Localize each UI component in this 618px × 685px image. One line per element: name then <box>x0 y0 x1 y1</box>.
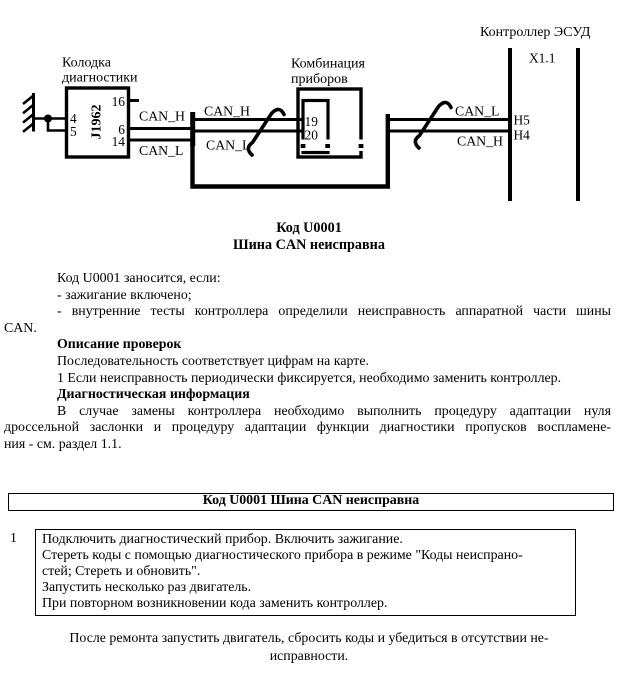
cluster-pin-20: 20 <box>304 127 318 143</box>
diag-connector-label-2: диагностики <box>62 70 138 86</box>
body-line: - внутренние тесты контроллера определили неисправность аппаратной части шины <box>57 304 611 320</box>
after-repair-note <box>0 630 618 666</box>
ecu-title: Контроллер ЭСУД <box>480 25 591 40</box>
j1962-name: J1962 <box>89 104 105 140</box>
can-h-label-3: CAN_H <box>457 133 503 149</box>
body-line: Код U0001 заносится, если: <box>57 271 221 286</box>
body-line: 1 Если неисправность периодически фиксируется, необходимо заменить контроллер. <box>57 370 562 386</box>
step-line: стей; Стереть и обновить". <box>42 563 201 579</box>
step-number: 1 <box>10 531 17 546</box>
j1962-pin-6: 6 <box>118 122 125 137</box>
body-line: дроссельной заслонки и процедуру адаптации функции диагностики пропусков воспламене- <box>4 420 611 436</box>
after-repair-note-line: исправности. <box>269 649 349 665</box>
step-line: Подключить диагностический прибор. Включить зажигание. <box>42 532 403 547</box>
ecu-pin-h5: H5 <box>513 112 530 128</box>
dtc-table-header: Код U0001 Шина CAN неисправна <box>8 493 614 511</box>
section-heading-diag-info: Диагностическая информация <box>57 387 250 403</box>
body-line: Последовательность соответствует цифрам на карте. <box>57 353 369 369</box>
can-l-label-1: CAN_L <box>139 143 184 158</box>
j1962-pin-5: 5 <box>70 124 77 139</box>
wiring-diagram <box>0 0 618 215</box>
step-box <box>35 529 576 616</box>
can-l-label-2: CAN_L <box>206 137 251 153</box>
section-heading-checks: Описание проверок <box>57 337 182 353</box>
ground-icon <box>23 93 34 132</box>
dtc-title <box>0 220 618 254</box>
ecu-connector-label: X1.1 <box>529 50 556 66</box>
dtc-title-desc: Шина CAN неисправна <box>233 237 385 253</box>
ecu-pin-h4: H4 <box>513 127 530 143</box>
cluster-label-2: приборов <box>291 72 348 87</box>
step-line: Запустить несколько раз двигатель. <box>42 579 252 595</box>
after-repair-note-line: После ремонта запустить двигатель, сбросить коды и убедиться в отсутствии не- <box>69 631 549 646</box>
body-text <box>4 271 611 454</box>
twisted-pair-icon <box>415 102 451 148</box>
can-h-label-1: CAN_H <box>139 108 185 124</box>
can-l-label-3: CAN_L <box>455 103 500 119</box>
j1962-pin-16: 16 <box>111 94 125 109</box>
j1962-pin-14: 14 <box>111 134 125 149</box>
j1962-pin-4: 4 <box>70 111 77 126</box>
step-line: При повторном возникновении кода заменить контроллер. <box>42 595 388 611</box>
dtc-title-code: Код U0001 <box>276 220 342 236</box>
body-line: CAN. <box>4 320 37 336</box>
can-h-label-2: CAN_H <box>204 103 250 119</box>
body-line: - зажигание включено; <box>57 287 192 303</box>
step-line: Стереть коды с помощью диагностического прибора в режиме "Коды неиспрано- <box>42 547 523 563</box>
diag-connector-label-1: Колодка <box>62 55 111 71</box>
splice-bar-1 <box>190 112 195 146</box>
body-line: ния - см. раздел 1.1. <box>4 436 122 452</box>
cluster-label-1: Комбинация <box>291 56 365 72</box>
cluster-pin-19: 19 <box>304 114 318 129</box>
body-line: В случае замены контроллера необходимо выполнить процедуру адаптации нуля <box>57 403 611 419</box>
